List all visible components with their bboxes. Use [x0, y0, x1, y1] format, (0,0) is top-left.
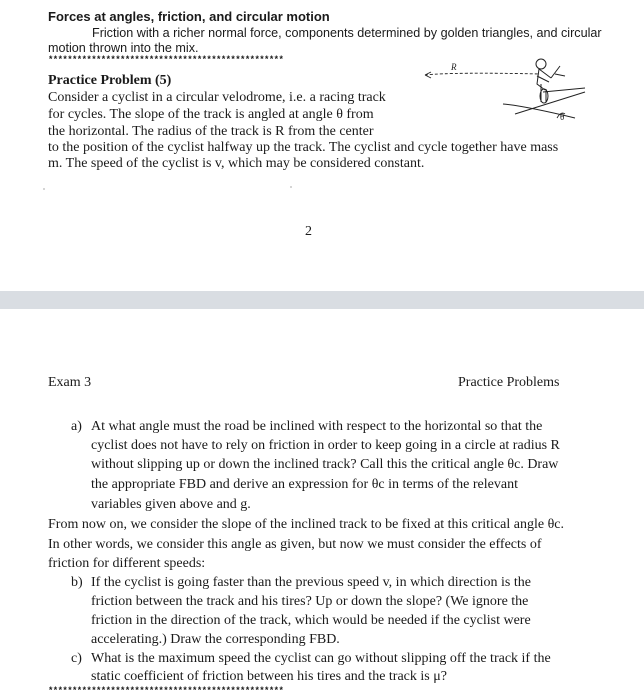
question-marker-c: c): [71, 651, 82, 666]
speck: [43, 188, 45, 190]
transition-line: From now on, we consider the slope of the inclined track to be fixed at this critical angle θc.: [48, 517, 564, 532]
problem-text-line: m. The speed of the cyclist is v, which may be considered constant.: [48, 156, 425, 171]
page-number: 2: [305, 224, 312, 239]
problem-text-line: the horizontal. The radius of the track is R from the center: [48, 124, 374, 139]
page-title: Forces at angles, friction, and circular motion: [48, 9, 330, 24]
problem-heading: Practice Problem (5): [48, 73, 172, 88]
radius-label: R: [451, 62, 457, 72]
question-b-line: If the cyclist is going faster than the previous speed v, in which direction is the: [91, 575, 531, 590]
page-separator: [0, 291, 644, 309]
question-a-line: variables given above and g.: [91, 497, 251, 512]
question-marker-a: a): [71, 419, 82, 434]
question-a-line: without slipping up or down the inclined track? Call this the critical angle θc. Draw: [91, 457, 559, 472]
speck: [290, 186, 292, 188]
problem-text-line: to the position of the cyclist halfway up the track. The cyclist and cycle together have mass: [48, 140, 559, 155]
question-b-line: friction in the direction of the track, which would be needed if the cyclist were: [91, 613, 531, 628]
radius-arrow: [425, 72, 540, 78]
question-a-line: the appropriate FBD and derive an expression for θc in terms of the relevant: [91, 477, 518, 492]
track-slope: [503, 92, 585, 118]
question-a-line: At what angle must the road be inclined with respect to the horizontal so that the: [91, 419, 543, 434]
question-b-line: friction between the track and his tires? Up or down the slope? (We ignore the: [91, 594, 529, 609]
problem-text-line: for cycles. The slope of the track is angled at angle θ from: [48, 107, 374, 122]
velodrome-diagram: [415, 56, 590, 126]
question-c-line: static coefficient of friction between his tires and the track is μ?: [91, 669, 447, 684]
practice-problems-label: Practice Problems: [458, 375, 560, 390]
transition-line: In other words, we consider this angle as given, but now we must consider the effects of: [48, 537, 542, 552]
question-marker-b: b): [71, 575, 83, 590]
question-c-line: What is the maximum speed the cyclist can go without slipping off the track if the: [91, 651, 551, 666]
transition-line: friction for different speeds:: [48, 556, 206, 571]
question-b-line: accelerating.) Draw the corresponding FBD.: [91, 632, 340, 647]
star-divider: *************************************************: [48, 686, 284, 696]
star-divider: *************************************************: [48, 55, 284, 65]
cyclist-icon: [536, 59, 585, 103]
subtitle: Friction with a richer normal force, components determined by golden triangles, and circular motion thrown into the mix.: [48, 26, 602, 55]
problem-text-line: Consider a cyclist in a circular velodrome, i.e. a racing track: [48, 90, 386, 105]
question-a-line: cyclist does not have to rely on friction in order to keep going in a circle at radius R: [91, 438, 560, 453]
exam-label: Exam 3: [48, 375, 92, 390]
angle-label: θ: [560, 112, 565, 122]
